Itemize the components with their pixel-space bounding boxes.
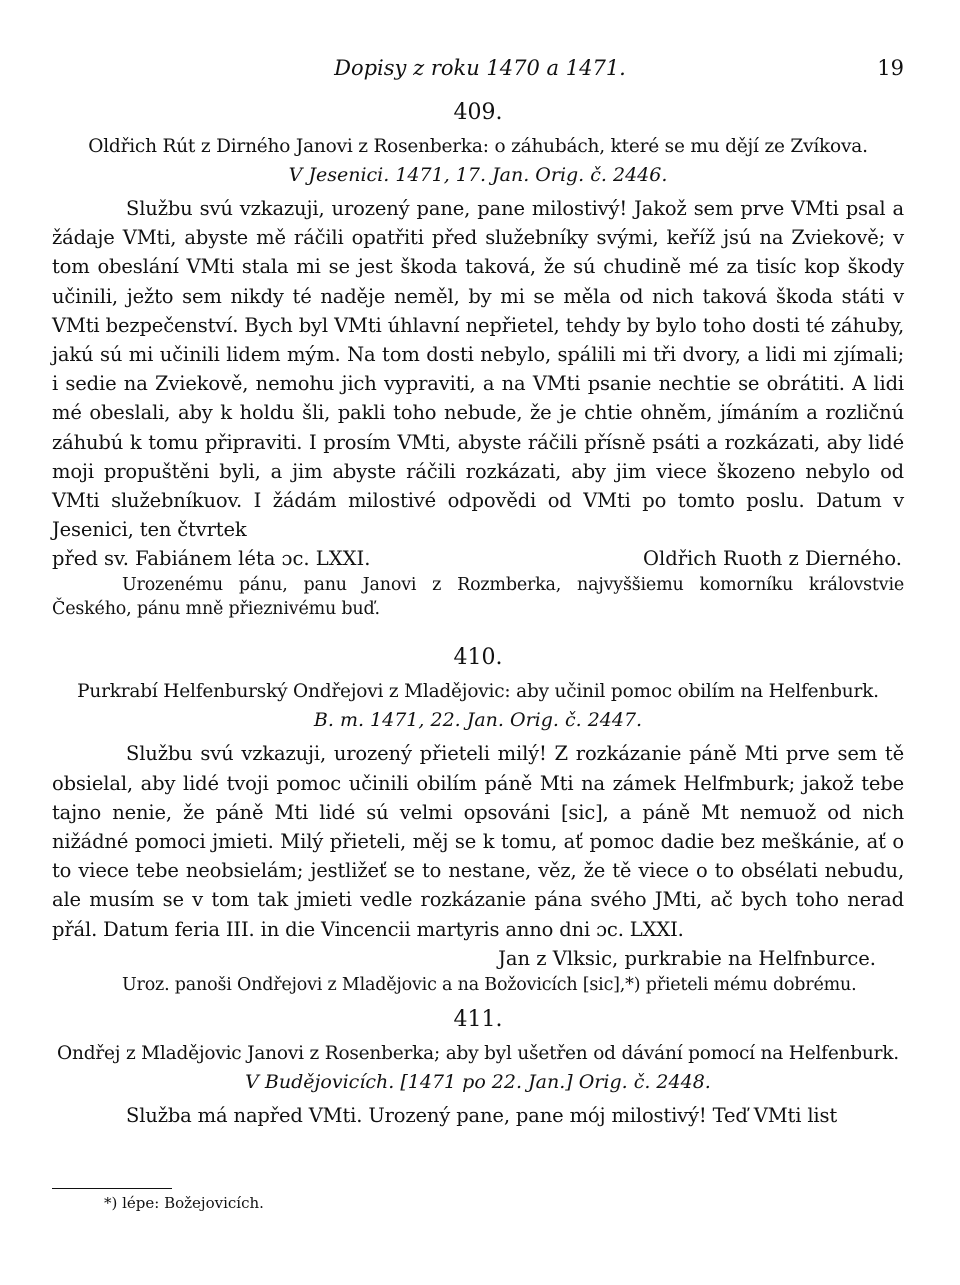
letter-body-text: Služba má napřed VMti. Urozený pane, pane mój milostivý! Teď VMti list xyxy=(126,1104,838,1128)
spacer xyxy=(52,621,904,645)
letter-number: 410. xyxy=(453,645,503,671)
letter-411 xyxy=(52,1007,904,1130)
letter-date: V Jesenici. 1471, 17. Jan. Orig. č. 2446. xyxy=(288,164,668,186)
letter-date: B. m. 1471, 22. Jan. Orig. č. 2447. xyxy=(313,709,643,732)
letter-title: Purkrabí Helfenburský Ondřejovi z Mladějovic: aby učinil pomoc obilím na Helfenburk. xyxy=(77,681,879,703)
letter-number: 409. xyxy=(453,100,503,125)
letter-409 xyxy=(52,100,904,621)
letter-body xyxy=(52,739,904,943)
signature: Jan z Vlksic, purkrabie na Helfnburce. xyxy=(498,946,876,970)
address xyxy=(52,973,904,997)
closing-row xyxy=(52,544,904,573)
letter-body-text: Službu svú vzkazuji, urozený pane, pane milostivý! Jakož sem prve VMti psal a žádaje VMti, abyste mě ráčili opatřiti před služebníky svými, keříž jsú na Zviekově; v tom obeslání VMti stala mi se jest škoda taková, že sú chudině mé za tisíc kop škody učinili, ježto sem nikdy té naděje neměl, by mi se měla od nich taková škoda státi v VMti bezpečenství. Bych byl VMti úhlavní nepřietel, tehdy by bylo toho dosti té záhuby, jakú sú mi učinili lidem mým. Na tom dosti nebylo, spálili mi tři dvory, a lidi mi zjímali; i sedie na Zviekově, nemohu jich vypraviti, a na VMti psanie nechtie se obrátiti. A lidi mé obeslali, aby k holdu šli, pakli toho nebude, že je chtie ohněm, jímáním a rozličnú záhubú k tomu připraviti. I prosím VMti, abyste ráčili přísně psáti a rozkázati, aby lidé moji propuštěni byli, a jim abyste ráčili rozkázati, aby jim viece škozeno nebylo od VMti služebníkuov. I žádám milostivé odpovědi od VMti po tomto poslu. Datum v Jesenici, ten čtvrtek xyxy=(52,197,904,542)
footnote: *) lépe: Božejovicích. xyxy=(104,1194,264,1212)
letter-410 xyxy=(52,645,904,997)
letter-number: 411. xyxy=(453,1007,503,1033)
page-content xyxy=(52,100,904,1130)
closing-date: před sv. Fabiánem léta ɔc. LXXI. xyxy=(52,547,371,571)
address-text: Urozenému pánu, panu Janovi z Rozmberka, najvyššiemu komorníku královstvie Českého, pánu mně přieznivému buď. xyxy=(52,575,904,620)
letter-title: Ondřej z Mladějovic Janovi z Rosenberka; aby byl ušetřen od dávání pomocí na Helfenburk. xyxy=(57,1043,899,1065)
letter-body xyxy=(52,194,904,544)
letter-date: V Budějovicích. [1471 po 22. Jan.] Orig. č. 2448. xyxy=(245,1071,711,1094)
letter-title: Oldřich Rút z Dirného Janovi z Rosenberka: o záhubách, které se mu dějí ze Zvíkova. xyxy=(88,136,868,157)
page-header xyxy=(0,56,960,86)
running-head: Dopisy z roku 1470 a 1471. xyxy=(334,56,626,80)
address xyxy=(52,573,904,621)
address-text: Uroz. panoši Ondřejovi z Mladějovic a na Božovicích [sic],*) přieteli mému dobrému. xyxy=(122,975,857,996)
letter-body xyxy=(52,1101,904,1130)
footnote-rule xyxy=(52,1188,172,1189)
letter-body-text: Službu svú vzkazuji, urozený přieteli milý! Z rozkázanie páně Mti prve sem tě obsielal, aby lidé tvoji pomoc učinili obilím páně Mti na zámek Helfmburk; jakož tebe tajno nenie, že páně Mti lidé sú velmi opsováni [sic], a páně Mt nemuož od nich nižádné pomoci jmieti. Milý přieteli, měj se k tomu, ať pomoc dadie bez meškánie, ať o to viece tebe neobsielám; jestližeť se to nestane, věz, že tě viece o to obsélati nebudu, ale musím se v tom tak jmieti vedle rozkázanie pána svého JMti, ač bych toho nerad přál. Datum feria III. in die Vincencii martyris anno dni ɔc. LXXI. xyxy=(52,742,904,941)
signature: Oldřich Ruoth z Dierného. xyxy=(643,547,902,571)
spacer xyxy=(52,997,904,1007)
page-number: 19 xyxy=(877,56,904,80)
